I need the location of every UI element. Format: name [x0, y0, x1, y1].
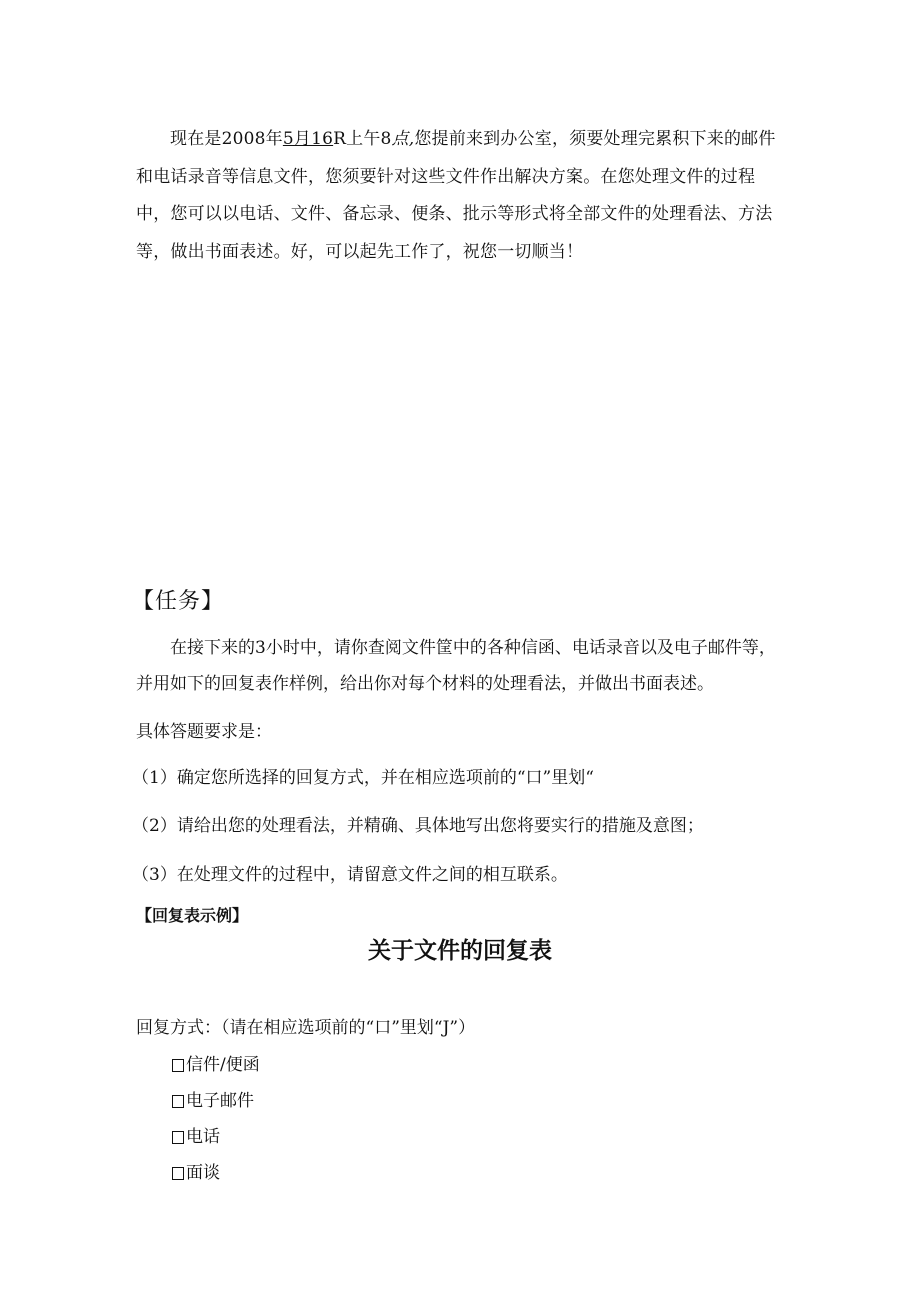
requirements-intro: 具体答题要求是： [136, 722, 272, 742]
option-letter[interactable] [172, 1047, 260, 1083]
checkbox-icon[interactable] [172, 1059, 184, 1072]
checkbox-icon[interactable] [172, 1167, 184, 1180]
requirement-item-1: （1）确定您所选择的回复方式，并在相应选项前的“口”里划“ [132, 768, 594, 788]
intro-paragraph [136, 121, 788, 271]
reply-method-options [172, 1047, 260, 1191]
option-label: 电子邮件 [186, 1091, 254, 1111]
checkbox-icon[interactable] [172, 1131, 184, 1144]
intro-text-body: 您提前来到办公室，须要处理完累积下来的邮件和电话录音等信息文件，您须要针对这些文件作出解决方案。在您处理文件的过程中，您可以以电话、文件、备忘录、便条、批示等形式将全部文件的处理看法、方法等，做出书面表述。好，可以起先工作了，祝您一切顺当！ [136, 129, 776, 262]
requirement-item-2: （2）请给出您的处理看法，并精确、具体地写出您将要实行的措施及意图； [132, 816, 704, 836]
option-label: 面谈 [186, 1163, 220, 1183]
task-paragraph: 在接下来的3小时中，请你查阅文件筐中的各种信函、电话录音以及电子邮件等，并用如下的回复表作样例，给出你对每个材料的处理看法，并做出书面表述。 [136, 638, 776, 694]
option-email[interactable] [172, 1083, 260, 1119]
option-label: 电话 [186, 1127, 220, 1147]
option-meeting[interactable] [172, 1155, 260, 1191]
intro-time: R上午8 [333, 129, 392, 149]
intro-date-underlined: 5月16 [282, 129, 334, 149]
sample-heading: 【回复表示例】 [136, 906, 249, 925]
requirement-item-3: （3）在处理文件的过程中，请留意文件之间的相互联系。 [132, 865, 568, 885]
form-title: 关于文件的回复表 [368, 938, 552, 964]
task-heading: 【任务】 [132, 589, 225, 614]
checkbox-icon[interactable] [172, 1095, 184, 1108]
option-label: 信件/便函 [186, 1055, 260, 1075]
intro-text-start: 现在是2008年 [170, 129, 283, 149]
intro-time-suffix: 点, [391, 129, 415, 149]
reply-method-label: 回复方式：（请在相应选项前的“口”里划“J”） [136, 1018, 476, 1038]
option-phone[interactable] [172, 1119, 260, 1155]
